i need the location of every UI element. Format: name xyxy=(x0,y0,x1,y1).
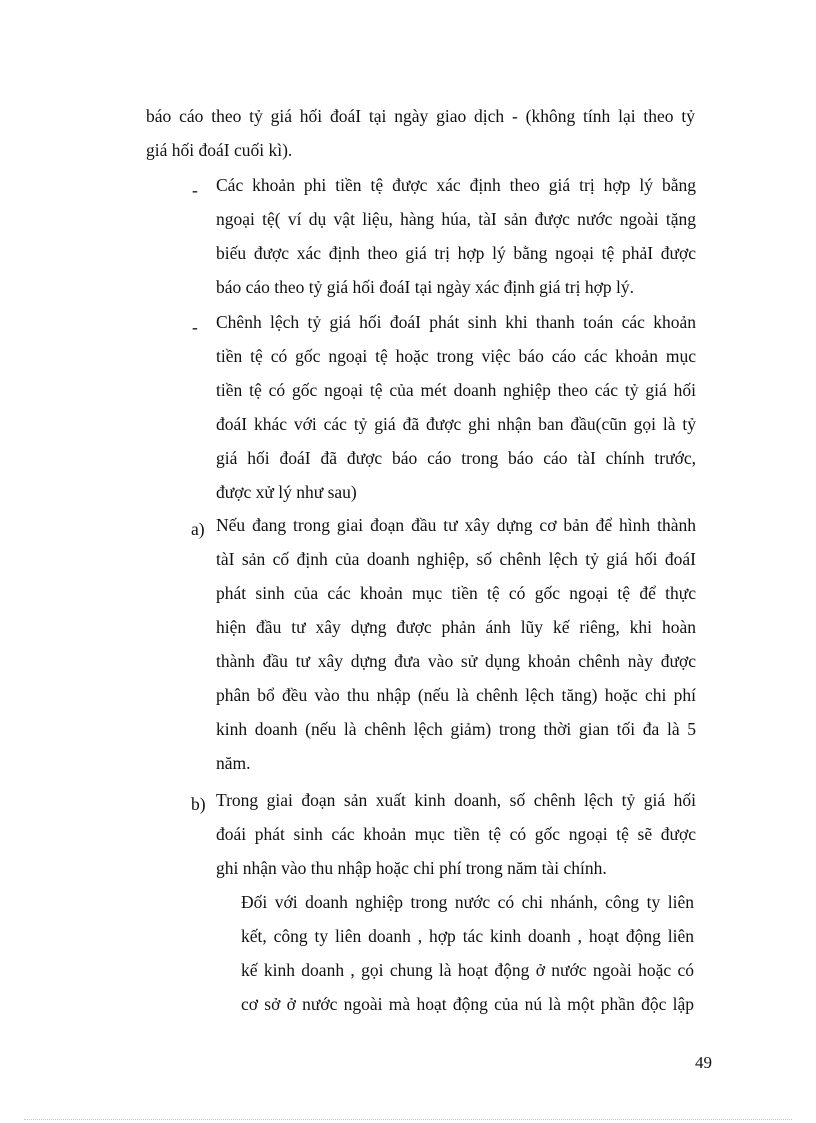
body-text-line: ghi nhận vào thu nhập hoặc chi phí trong năm tài chính. xyxy=(216,858,607,878)
body-text-line: giá hối đoáI đã được báo cáo trong báo cáo tàI chính trước, xyxy=(216,448,696,468)
body-text-line: cơ sở ở nước ngoài mà hoạt động của nú là một phần độc lập xyxy=(241,994,694,1014)
body-text-line: Nếu đang trong giai đoạn đầu tư xây dựng cơ bản để hình thành xyxy=(216,515,696,535)
body-text-line: Đối với doanh nghiệp trong nước có chi nhánh, công ty liên xyxy=(241,892,694,912)
body-text-line: kinh doanh (nếu là chênh lệch giảm) trong thời gian tối đa là 5 xyxy=(216,719,696,739)
body-text-line: phát sinh của các khoản mục tiền tệ có gốc ngoại tệ để thực xyxy=(216,583,696,603)
body-text-line: ngoại tệ( ví dụ vật liệu, hàng húa, tàI sản được nước ngoài tặng xyxy=(216,209,696,229)
body-text-line: đoái phát sinh các khoản mục tiền tệ có gốc ngoại tệ sẽ được xyxy=(216,824,696,844)
body-text-line: Các khoản phi tiền tệ được xác định theo giá trị hợp lý bằng xyxy=(216,175,696,195)
body-text-line: năm. xyxy=(216,753,251,773)
body-text-line: báo cáo theo tỷ giá hối đoáI tại ngày giao dịch - (không tính lại theo tỷ xyxy=(146,106,695,126)
list-letter-marker-b: b) xyxy=(191,794,206,814)
page-bottom-rule xyxy=(24,1119,792,1120)
body-text-line: được xử lý như sau) xyxy=(216,482,357,502)
list-dash-marker: - xyxy=(192,180,198,200)
body-text-line: thành đầu tư xây dựng đưa vào sử dụng khoản chênh này được xyxy=(216,651,696,671)
list-dash-marker: - xyxy=(192,317,198,337)
body-text-line: hiện đầu tư xây dựng được phản ánh lũy kế riêng, khi hoàn xyxy=(216,617,696,637)
body-text-line: kế kinh doanh , gọi chung là hoạt động ở nước ngoài hoặc có xyxy=(241,960,694,980)
body-text-line: Trong giai đoạn sản xuất kinh doanh, số chênh lệch tỷ giá hối xyxy=(216,790,696,810)
body-text-line: đoáI khác với các tỷ giá đã được ghi nhận ban đầu(cũn gọi là tỷ xyxy=(216,414,696,434)
body-text-line: báo cáo theo tỷ giá hối đoáI tại ngày xác định giá trị hợp lý. xyxy=(216,277,634,297)
page-number: 49 xyxy=(695,1053,712,1072)
list-letter-marker-a: a) xyxy=(191,519,205,539)
body-text-line: giá hối đoáI cuối kì). xyxy=(146,140,293,160)
body-text-line: tiền tệ có gốc ngoại tệ hoặc trong việc báo cáo các khoản mục xyxy=(216,346,696,366)
body-text-line: tàI sản cố định của doanh nghiệp, số chênh lệch tỷ giá hối đoáI xyxy=(216,549,696,569)
body-text-line: tiền tệ có gốc ngoại tệ của mét doanh nghiệp theo các tỷ giá hối xyxy=(216,380,696,400)
body-text-line: phân bổ đều vào thu nhập (nếu là chênh lệch tăng) hoặc chi phí xyxy=(216,685,696,705)
body-text-line: biếu được xác định theo giá trị hợp lý bằng ngoại tệ phảI được xyxy=(216,243,696,263)
body-text-line: kết, công ty liên doanh , hợp tác kinh doanh , hoạt động liên xyxy=(241,926,694,946)
body-text-line: Chênh lệch tỷ giá hối đoáI phát sinh khi thanh toán các khoản xyxy=(216,312,696,332)
